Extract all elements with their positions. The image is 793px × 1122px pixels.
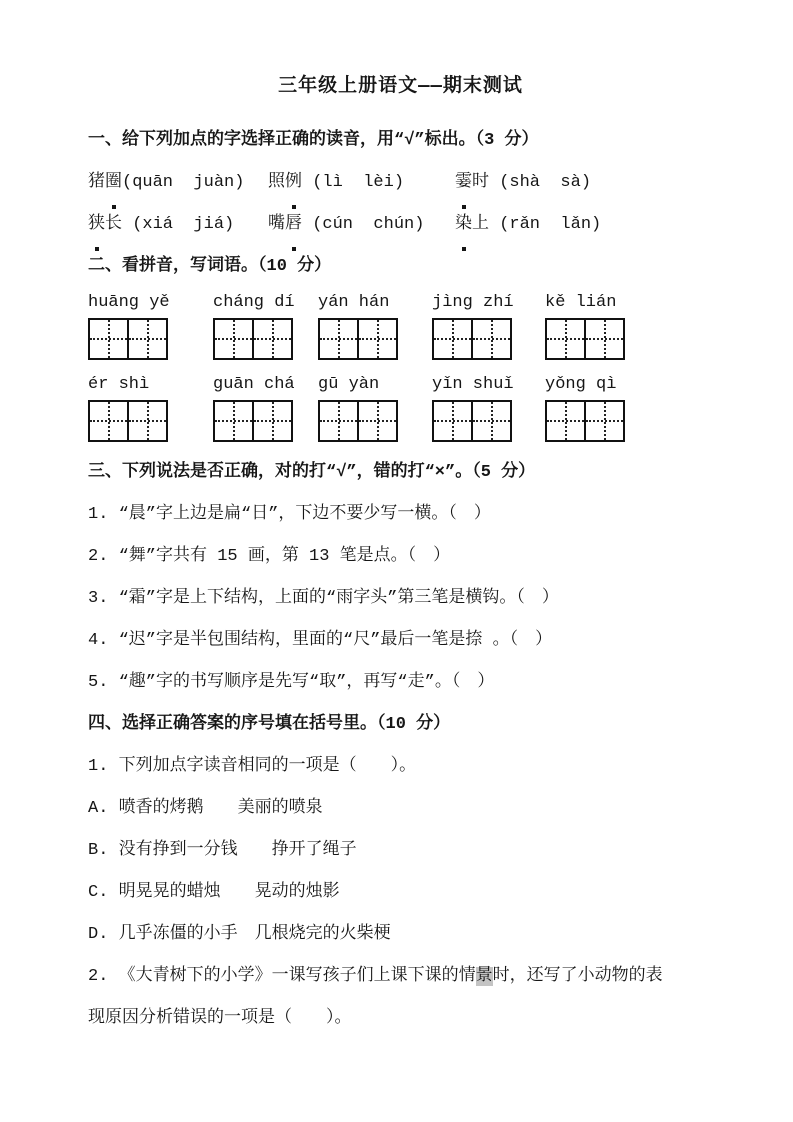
highlighted-char: 景	[475, 967, 493, 986]
phonetic-words	[88, 162, 713, 246]
word-char: 嘴	[268, 215, 285, 234]
word-char-dotted: 染	[455, 204, 472, 246]
section-3	[88, 452, 713, 704]
writing-grid	[88, 318, 168, 360]
pinyin-word-column	[88, 288, 213, 360]
grid-cell	[254, 320, 291, 358]
judge-item: 2. “舞”字共有 15 画，第 13 笔是点。（ ）	[88, 547, 451, 566]
writing-grid	[318, 318, 398, 360]
grid-cell	[473, 320, 510, 358]
grid-cell	[434, 320, 473, 358]
word-char: 照	[268, 173, 285, 192]
word-text	[268, 215, 302, 234]
pinyin-word-column	[432, 370, 545, 442]
pinyin-label: jìng zhí	[432, 293, 514, 312]
pinyin-label: kě lián	[545, 293, 617, 312]
question-2-text-tail: 时，还写了小动物的表现原因分析错误的一项是（ ）。	[88, 967, 663, 1028]
word-row	[88, 204, 713, 246]
judge-item: 3. “霜”字是上下结构，上面的“雨字头”第三笔是横钩。（ ）	[88, 589, 559, 608]
word-char-dotted: 霎	[455, 162, 472, 204]
grid-cell	[215, 402, 254, 440]
pinyin-label: yǐn shuǐ	[432, 375, 514, 394]
section-2	[88, 246, 713, 442]
word-char: 猪	[88, 173, 105, 192]
word-char: 上	[472, 215, 489, 234]
choice-options	[88, 788, 713, 956]
judge-item: 1. “晨”字上边是扁“日”，下边不要少写一横。（ ）	[88, 505, 491, 524]
grid-cell	[547, 320, 586, 358]
word-text	[268, 173, 302, 192]
pinyin-label: yán hán	[318, 293, 390, 312]
choice-option: A. 喷香的烤鹅 美丽的喷泉	[88, 799, 323, 818]
judge-items	[88, 494, 713, 704]
pinyin-options: (lì lèi)	[302, 173, 405, 192]
grid-cell	[254, 402, 291, 440]
pinyin-options: (shà sà)	[489, 173, 592, 192]
choice-option: D. 几乎冻僵的小手 几根烧完的火柴梗	[88, 925, 391, 944]
pinyin-word-column	[318, 288, 432, 360]
grid-cell	[320, 402, 359, 440]
grid-cell	[359, 320, 396, 358]
section-2-heading: 二、看拼音，写词语。（10 分）	[88, 257, 332, 276]
writing-grid	[213, 318, 293, 360]
writing-grid	[545, 318, 625, 360]
word-text	[455, 215, 489, 234]
judge-item: 4. “迟”字是半包围结构，里面的“尺”最后一笔是捺 。（ ）	[88, 631, 553, 650]
question-2-text: 2. 《大青树下的小学》一课写孩子们上课下课的情	[88, 967, 476, 986]
word-char-dotted: 例	[285, 162, 302, 204]
word-text	[455, 173, 489, 192]
choice-question-1: 1. 下列加点字读音相同的一项是（ ）。	[88, 757, 417, 776]
choice-option: B. 没有挣到一分钱 挣开了绳子	[88, 841, 357, 860]
pinyin-grid-row	[88, 370, 713, 442]
word-item	[88, 162, 268, 204]
grid-cell	[129, 402, 166, 440]
word-char-dotted: 圈	[105, 162, 122, 204]
pinyin-word-column	[88, 370, 213, 442]
grid-cell	[547, 402, 586, 440]
word-char: 长	[105, 215, 122, 234]
pinyin-word-column	[213, 370, 318, 442]
section-4-heading: 四、选择正确答案的序号填在括号里。（10 分）	[88, 715, 451, 734]
writing-grid	[432, 318, 512, 360]
word-item	[88, 204, 268, 246]
grid-cell	[586, 402, 623, 440]
writing-grid	[545, 400, 625, 442]
grid-cell	[90, 320, 129, 358]
pinyin-label: yǒng qì	[545, 375, 617, 394]
section-1	[88, 120, 713, 246]
pinyin-label: huāng yě	[88, 293, 170, 312]
writing-grid	[213, 400, 293, 442]
word-char: 时	[472, 173, 489, 192]
pinyin-options: (cún chún)	[302, 215, 425, 234]
grid-cell	[586, 320, 623, 358]
pinyin-word-column	[545, 370, 625, 442]
grid-cell	[320, 320, 359, 358]
pinyin-grid-row	[88, 288, 713, 360]
pinyin-label: gū yàn	[318, 375, 380, 394]
page-title: 三年级上册语文——期末测试	[278, 75, 523, 97]
pinyin-label: cháng dí	[213, 293, 295, 312]
grid-cell	[434, 402, 473, 440]
pinyin-word-column	[432, 288, 545, 360]
pinyin-options: (xiá jiá)	[122, 215, 235, 234]
section-3-heading: 三、下列说法是否正确，对的打“√”，错的打“×”。（5 分）	[88, 463, 536, 482]
pinyin-grid-rows	[88, 288, 713, 442]
pinyin-options: (rǎn lǎn)	[489, 215, 602, 234]
pinyin-word-column	[318, 370, 432, 442]
choice-question-2	[88, 956, 678, 1040]
writing-grid	[88, 400, 168, 442]
writing-grid	[318, 400, 398, 442]
grid-cell	[473, 402, 510, 440]
word-char-dotted: 狭	[88, 204, 105, 246]
pinyin-word-column	[545, 288, 625, 360]
word-item	[455, 162, 591, 204]
pinyin-label: ér shì	[88, 375, 150, 394]
section-1-heading: 一、给下列加点的字选择正确的读音，用“√”标出。（3 分）	[88, 131, 539, 150]
word-item	[268, 162, 455, 204]
word-row	[88, 162, 713, 204]
pinyin-word-column	[213, 288, 318, 360]
choice-option: C. 明晃晃的蜡烛 晃动的烛影	[88, 883, 340, 902]
section-4	[88, 704, 713, 1040]
word-item	[455, 204, 601, 246]
grid-cell	[359, 402, 396, 440]
word-item	[268, 204, 455, 246]
grid-cell	[129, 320, 166, 358]
word-text	[88, 215, 122, 234]
word-char-dotted: 唇	[285, 204, 302, 246]
grid-cell	[90, 402, 129, 440]
pinyin-label: guān chá	[213, 375, 295, 394]
writing-grid	[432, 400, 512, 442]
judge-item: 5. “趣”字的书写顺序是先写“取”，再写“走”。（ ）	[88, 673, 495, 692]
grid-cell	[215, 320, 254, 358]
pinyin-options: (quān juàn)	[122, 173, 245, 192]
word-text	[88, 173, 122, 192]
